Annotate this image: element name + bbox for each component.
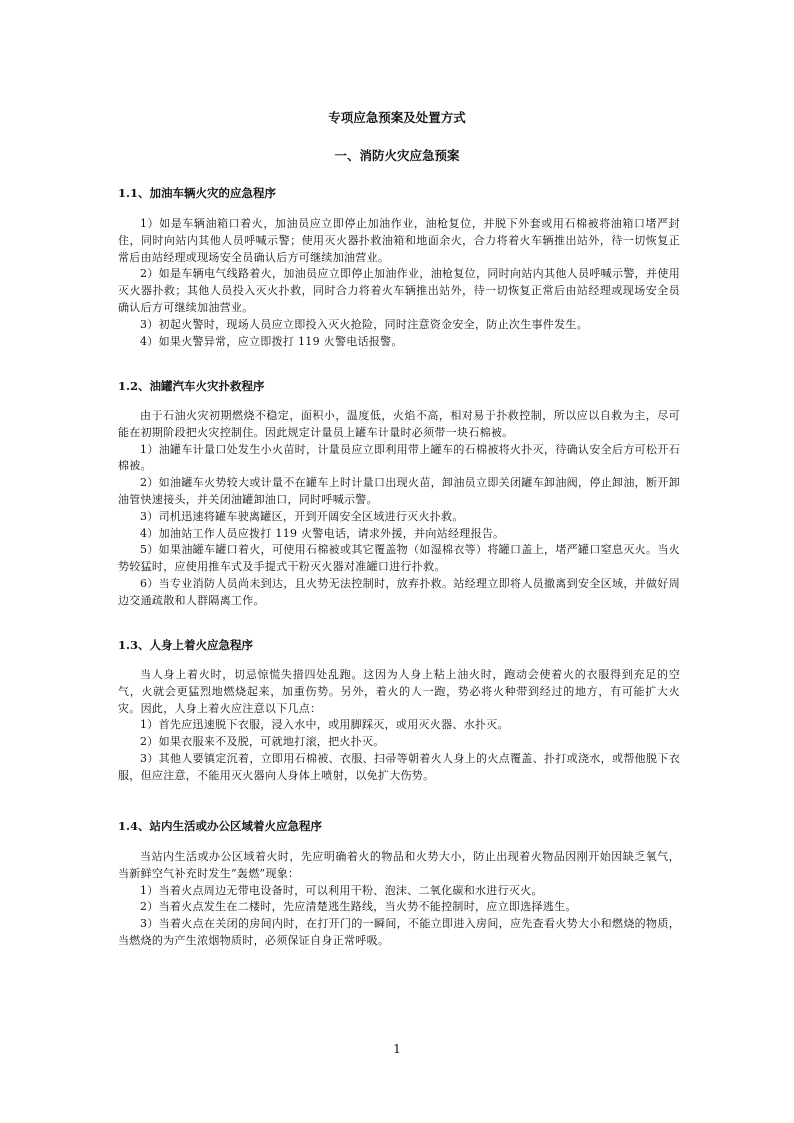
paragraph: 3）初起火警时，现场人员应立即投入灭火抢险，同时注意资金安全，防止次生事件发生。: [140, 317, 588, 331]
document-title: 专项应急预案及处置方式: [328, 110, 466, 125]
paragraph: 5）如果油罐车罐口着火，可使用石棉被或其它覆盖物（如湿棉衣等）将罐口盖上，堵严罐口窒息灭火。当火势较猛时，应使用推车式及手提式干粉灭火器对准罐口进行扑救。: [118, 543, 680, 574]
paragraph: 2）如是车辆电气线路着火，加油员应立即停止加油作业，油枪复位，同时向站内其他人员呼喊示警，并使用灭火器扑救；其他人员投入灭火扑救，同时合力将着火车辆推出站外，待一切恢复正常后由站经理或现场安全员确认后方可继续加油营业。: [118, 267, 680, 314]
paragraph: 3）司机迅速将罐车驶离罐区，开到开阔安全区域进行灭火扑救。: [140, 509, 464, 523]
paragraph: 3）当着火点在关闭的房间内时，在打开门的一瞬间，不能立即进入房间，应先查看火势大小和燃烧的物质，当燃烧的为产生浓烟物质时，必须保证自身正常呼吸。: [118, 917, 680, 947]
paragraph: 1）首先应迅速脱下衣服，浸入水中，或用脚踩灭，或用灭火器、水扑灭。: [140, 718, 509, 732]
subsection-body-1-3: [118, 667, 680, 785]
paragraph: 3）其他人要镇定沉着，立即用石棉被、衣服、扫帚等朝着火人身上的火点覆盖、扑打或浇水，或帮他脱下衣服，但应注意，不能用灭火器向人身体上喷射，以免扩大伤势。: [118, 751, 680, 782]
subsection-heading-1-3: 1.3、人身上着火应急程序: [118, 638, 254, 652]
paragraph: 1）油罐车计量口处发生小火苗时，计量员应立即利用带上罐车的石棉被将火扑灭，待确认安全后方可松开石棉被。: [118, 442, 680, 473]
subsection-heading-1-1: 1.1、加油车辆火灾的应急程序: [118, 186, 277, 200]
paragraph: 当人身上着火时，切忌惊慌失措四处乱跑。这因为人身上粘上油火时，跑动会使着火的衣服得到充足的空气，火就会更猛烈地燃烧起来，加重伤势。另外，着火的人一跑，势必将火种带到经过的地方，有可能扩大火灾。因此，人身上着火应注意以下几点：: [118, 668, 680, 715]
paragraph: 2）如果衣服来不及脱，可就地打滚，把火扑灭。: [140, 735, 385, 749]
subsection-body-1-2: [118, 408, 680, 610]
subsection-heading-1-2: 1.2、油罐汽车火灾扑救程序: [118, 379, 265, 393]
paragraph: 4）如果火警异常，应立即拨打 119 火警电话报警。: [140, 334, 403, 348]
subsection-heading-1-4: 1.4、站内生活或办公区域着火应急程序: [118, 819, 323, 833]
paragraph: 1）当着火点周边无带电设备时，可以利用干粉、泡沫、二氧化碳和水进行灭火。: [140, 883, 543, 897]
paragraph: 4）加油站工作人员应拨打 119 火警电话，请求外援，并向站经理报告。: [140, 526, 505, 540]
paragraph: 2）如油罐车火势较大或计量不在罐车上时计量口出现火苗，卸油员立即关闭罐车卸油阀，停止卸油，断开卸油管快速接头，并关闭油罐卸油口，同时呼喊示警。: [118, 476, 680, 506]
page-number: 1: [393, 1042, 401, 1056]
paragraph: 当站内生活或办公区域着火时，先应明确着火的物品和火势大小，防止出现着火物品因刚开始因缺乏氧气，当新鲜空气补充时发生“轰燃”现象：: [118, 850, 680, 880]
paragraph: 6）当专业消防人员尚未到达，且火势无法控制时，放弃扑救。站经理立即将人员撤离到安全区域，并做好周边交通疏散和人群隔离工作。: [118, 576, 680, 607]
paragraph: 2）当着火点发生在二楼时，先应清楚逃生路线，当火势不能控制时，应立即选择逃生。: [140, 900, 577, 914]
subsection-body-1-4: [118, 849, 680, 950]
paragraph: 由于石油火灾初期燃烧不稳定，面积小，温度低，火焰不高，相对易于扑救控制，所以应以自救为主，尽可能在初期阶段把火灾控制住。因此规定计量员上罐车计量时必须带一块石棉被。: [118, 409, 680, 439]
paragraph: 1）如是车辆油箱口着火，加油员应立即停止加油作业，油枪复位，并脱下外套或用石棉被将油箱口堵严封住，同时向站内其他人员呼喊示警；使用灭火器扑救油箱和地面余火，合力将着火车辆推出站外，待一切恢复正常后由站经理或现场安全员确认后方可继续加油营业。: [118, 217, 680, 264]
subsection-body-1-1: [118, 216, 680, 350]
section-title: 一、消防火灾应急预案: [334, 148, 460, 163]
